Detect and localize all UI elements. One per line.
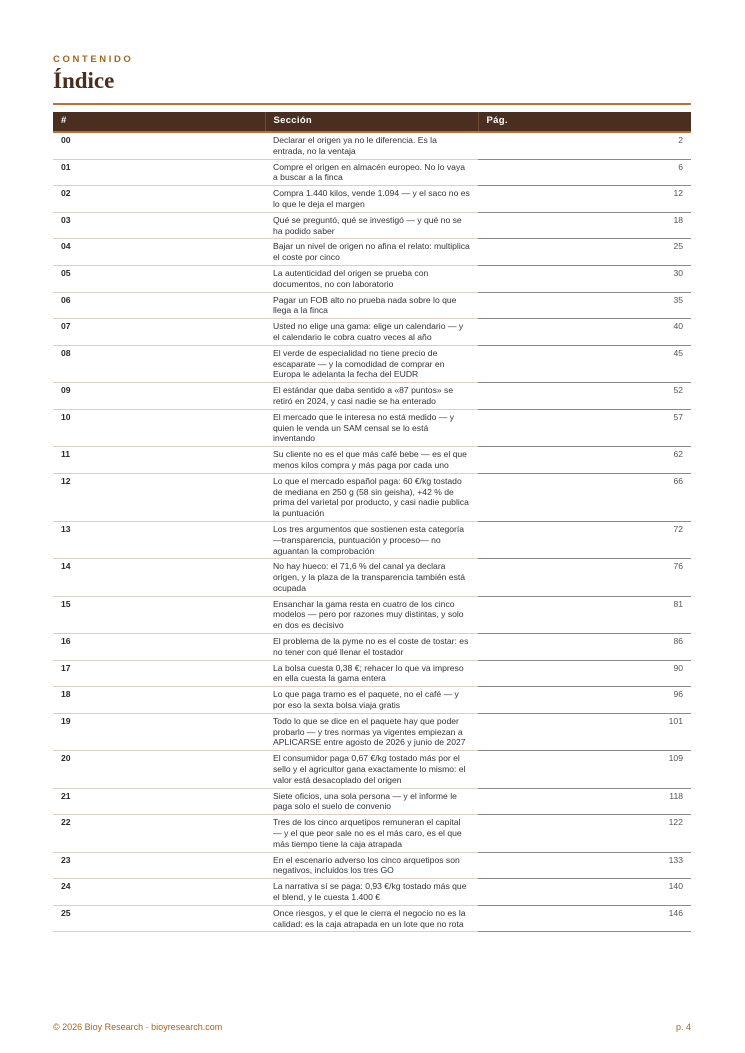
row-number: 17 — [53, 660, 265, 687]
row-number: 15 — [53, 596, 265, 633]
table-row — [53, 292, 691, 319]
table-row — [53, 788, 691, 815]
row-section-title: Compre el origen en almacén europeo. No lo vaya a buscar a la finca — [265, 159, 478, 186]
table-header — [53, 112, 691, 132]
row-page-number: 66 — [478, 473, 691, 521]
row-number: 11 — [53, 447, 265, 474]
row-number: 02 — [53, 186, 265, 213]
column-header-number: # — [53, 112, 265, 132]
row-page-number: 45 — [478, 345, 691, 382]
row-page-number: 40 — [478, 319, 691, 346]
table-row — [53, 852, 691, 879]
row-page-number: 62 — [478, 447, 691, 474]
row-page-number: 133 — [478, 852, 691, 879]
row-number: 13 — [53, 521, 265, 558]
row-page-number: 109 — [478, 751, 691, 788]
row-number: 07 — [53, 319, 265, 346]
row-page-number: 76 — [478, 559, 691, 596]
footer-page-number: p. 4 — [675, 1022, 691, 1032]
row-number: 08 — [53, 345, 265, 382]
table-row — [53, 212, 691, 239]
row-section-title: Bajar un nivel de origen no afina el relato: multiplica el coste por cinco — [265, 239, 478, 266]
table-row — [53, 634, 691, 661]
table-row — [53, 265, 691, 292]
row-page-number: 146 — [478, 905, 691, 932]
row-number: 18 — [53, 687, 265, 714]
row-number: 23 — [53, 852, 265, 879]
table-row — [53, 815, 691, 852]
row-section-title: La narrativa sí se paga: 0,93 €/kg tostado más que el blend, y le cuesta 1.400 € — [265, 879, 478, 906]
row-page-number: 118 — [478, 788, 691, 815]
row-section-title: Declarar el origen ya no le diferencia. Es la entrada, no la ventaja — [265, 132, 478, 159]
row-section-title: La bolsa cuesta 0,38 €; rehacer lo que va impreso en ella cuesta la gama entera — [265, 660, 478, 687]
table-row — [53, 345, 691, 382]
table-row — [53, 879, 691, 906]
row-section-title: El estándar que daba sentido a «87 puntos» se retiró en 2024, y casi nadie se ha enterado — [265, 383, 478, 410]
row-section-title: El verde de especialidad no tiene precio de escaparate — y la comodidad de comprar en Europa le adelanta la fecha del EUDR — [265, 345, 478, 382]
row-number: 25 — [53, 905, 265, 932]
table-row — [53, 521, 691, 558]
table-row — [53, 239, 691, 266]
row-number: 19 — [53, 713, 265, 750]
row-section-title: El mercado que le interesa no está medido — y quien le venda un SAM censal se lo está inventando — [265, 409, 478, 446]
table-row — [53, 383, 691, 410]
table-row — [53, 713, 691, 750]
table-row — [53, 132, 691, 159]
row-section-title: El problema de la pyme no es el coste de tostar: es no tener con qué llenar el tostador — [265, 634, 478, 661]
table-row — [53, 186, 691, 213]
row-page-number: 122 — [478, 815, 691, 852]
row-number: 22 — [53, 815, 265, 852]
row-page-number: 25 — [478, 239, 691, 266]
row-section-title: Ensanchar la gama resta en cuatro de los cinco modelos — pero por razones muy distintas, y solo en dos es decisivo — [265, 596, 478, 633]
row-page-number: 72 — [478, 521, 691, 558]
row-page-number: 140 — [478, 879, 691, 906]
table-row — [53, 319, 691, 346]
table-row — [53, 559, 691, 596]
table-of-contents — [53, 112, 691, 932]
row-number: 06 — [53, 292, 265, 319]
row-page-number: 81 — [478, 596, 691, 633]
row-page-number: 35 — [478, 292, 691, 319]
row-page-number: 18 — [478, 212, 691, 239]
row-number: 20 — [53, 751, 265, 788]
column-header-section: Sección — [265, 112, 478, 132]
row-section-title: Compra 1.440 kilos, vende 1.094 — y el saco no es lo que le deja el margen — [265, 186, 478, 213]
row-page-number: 30 — [478, 265, 691, 292]
row-section-title: Su cliente no es el que más café bebe — es el que menos kilos compra y más paga por cada uno — [265, 447, 478, 474]
row-number: 24 — [53, 879, 265, 906]
table-row — [53, 660, 691, 687]
row-number: 01 — [53, 159, 265, 186]
row-section-title: En el escenario adverso los cinco arquetipos son negativos, incluidos los tres GO — [265, 852, 478, 879]
row-page-number: 57 — [478, 409, 691, 446]
row-number: 10 — [53, 409, 265, 446]
row-number: 12 — [53, 473, 265, 521]
row-number: 00 — [53, 132, 265, 159]
row-page-number: 12 — [478, 186, 691, 213]
row-page-number: 2 — [478, 132, 691, 159]
table-row — [53, 905, 691, 932]
row-page-number: 52 — [478, 383, 691, 410]
footer-copyright: © 2026 Bioy Research · bioyresearch.com — [53, 1022, 223, 1032]
row-number: 14 — [53, 559, 265, 596]
row-number: 03 — [53, 212, 265, 239]
row-section-title: Lo que el mercado español paga: 60 €/kg tostado de mediana en 250 g (58 sin geisha), +42 % de prima del varietal por producto, y casi nadie publica la puntuación — [265, 473, 478, 521]
row-page-number: 96 — [478, 687, 691, 714]
row-section-title: Lo que paga tramo es el paquete, no el café — y por eso la sexta bolsa viaja gratis — [265, 687, 478, 714]
table-row — [53, 596, 691, 633]
row-section-title: Siete oficios, una sola persona — y el informe le paga solo el suelo de convenio — [265, 788, 478, 815]
table-row — [53, 447, 691, 474]
row-page-number: 101 — [478, 713, 691, 750]
column-header-page: Pág. — [478, 112, 691, 132]
row-section-title: No hay hueco: el 71,6 % del canal ya declara origen, y la plaza de la transparencia también está ocupada — [265, 559, 478, 596]
table-body — [53, 132, 691, 932]
row-section-title: Todo lo que se dice en el paquete hay que poder probarlo — y tres normas ya vigentes empiezan a APLICARSE entre agosto de 2026 y junio de 2027 — [265, 713, 478, 750]
row-section-title: El consumidor paga 0,67 €/kg tostado más por el sello y el agricultor gana exactamente lo mismo: el valor está desacoplado del origen — [265, 751, 478, 788]
table-row — [53, 159, 691, 186]
row-section-title: Once riesgos, y el que le cierra el negocio no es la calidad: es la caja atrapada en un lote que no rota — [265, 905, 478, 932]
table-row — [53, 473, 691, 521]
row-page-number: 86 — [478, 634, 691, 661]
row-section-title: Pagar un FOB alto no prueba nada sobre lo que llega a la finca — [265, 292, 478, 319]
row-number: 21 — [53, 788, 265, 815]
row-section-title: La autenticidad del origen se prueba con documentos, no con laboratorio — [265, 265, 478, 292]
row-page-number: 6 — [478, 159, 691, 186]
row-number: 16 — [53, 634, 265, 661]
table-row — [53, 751, 691, 788]
table-row — [53, 687, 691, 714]
title-divider — [53, 103, 691, 105]
section-kicker: CONTENIDO — [53, 54, 134, 65]
row-page-number: 90 — [478, 660, 691, 687]
row-section-title: Qué se preguntó, qué se investigó — y qué no se ha podido saber — [265, 212, 478, 239]
row-number: 04 — [53, 239, 265, 266]
row-section-title: Los tres argumentos que sostienen esta categoría —transparencia, puntuación y proceso— no aguantan la comprobación — [265, 521, 478, 558]
row-section-title: Usted no elige una gama: elige un calendario — y el calendario le cobra cuatro veces al año — [265, 319, 478, 346]
row-section-title: Tres de los cinco arquetipos remuneran el capital — y el que peor sale no es el más caro, es el que más tiempo tiene la caja atrapada — [265, 815, 478, 852]
row-number: 05 — [53, 265, 265, 292]
table-row — [53, 409, 691, 446]
row-number: 09 — [53, 383, 265, 410]
page-title: Índice — [53, 68, 115, 93]
